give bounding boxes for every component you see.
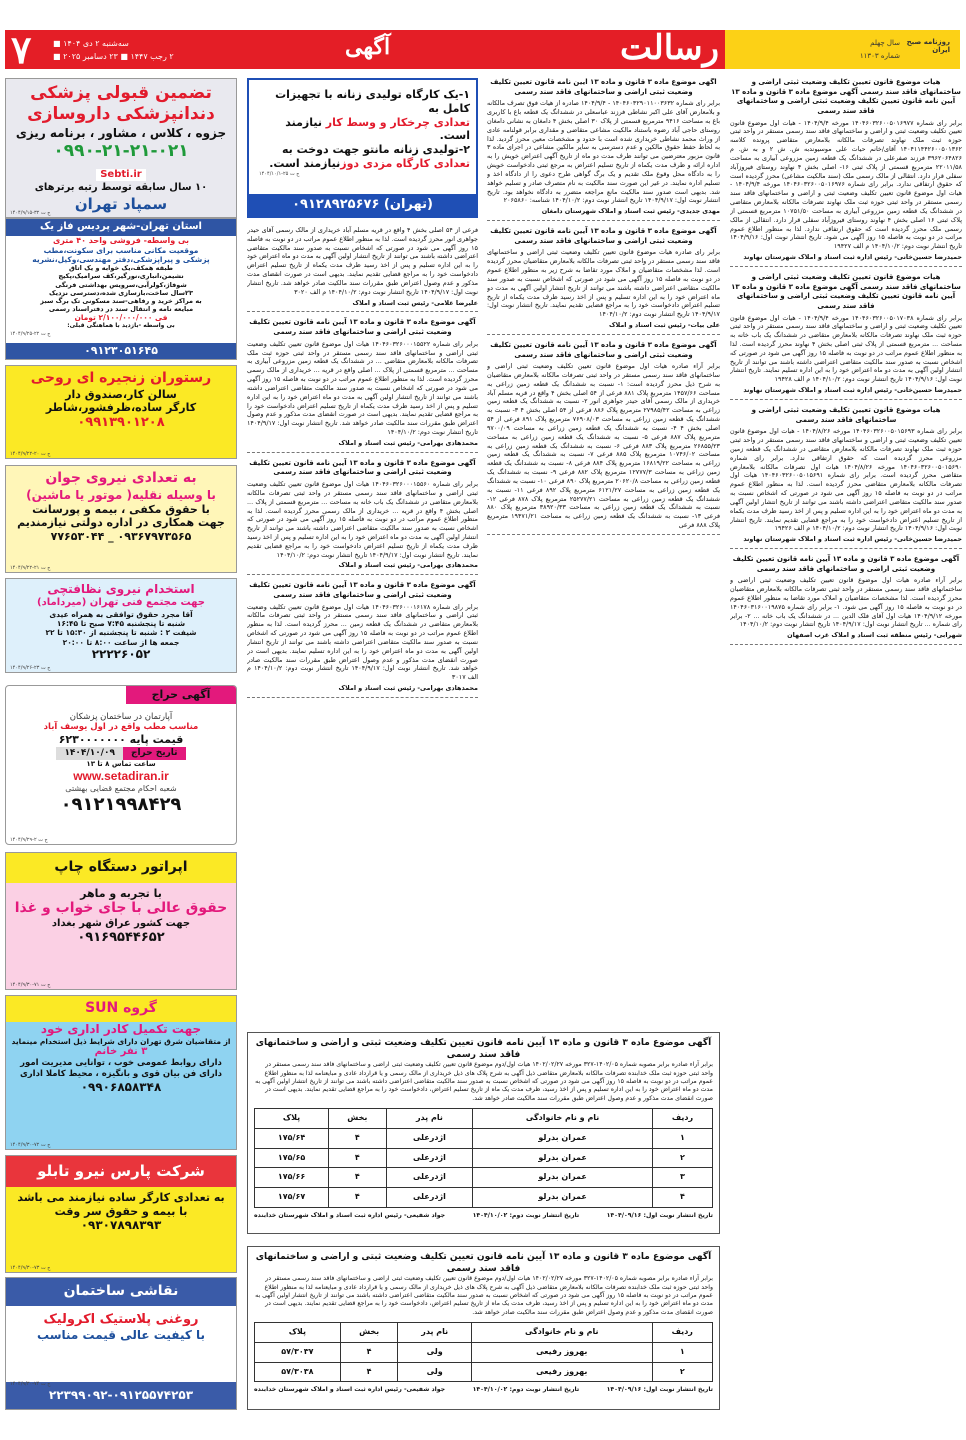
ad-text: تعدادی کارگاه مزدی دوز [340, 156, 470, 170]
ad-phone: ۰۹۳۶۷۹۷۳۵۶۵ _ ۷۷۶۵۳۰۴۴ [50, 530, 192, 543]
notice [730, 273, 962, 400]
notice-title: آگهی موضوع ماده ۳ قانون و ماده ۱۳ آیین نامه قانون تعیین تکلیف وضعیت ثبتی اراضی و ساختمانهای فاقد سند رسمی [490, 340, 717, 359]
ad-code: ج ت ۷۳-۱۴۰۴/۹/۳۰ [10, 1264, 51, 1271]
second-publish-date: تاریخ انتشار نوبت دوم: ۱۴۰۴/۱۰/۰۲ [472, 1386, 580, 1394]
ad-text: جهت مجتمع فنی تهران (میرداماد) [37, 597, 205, 608]
notice-signature: مهدی جدیدی- رئیس ثبت اسناد و املاک شهرستان دامغان [541, 207, 720, 216]
notice-footer [254, 1386, 713, 1394]
ad-phone: ۰۹۹۱۳۹۰۱۲۰۸ [77, 415, 165, 430]
table-cell: اژدرعلی [386, 1188, 473, 1208]
notice-body: برابر رای شماره ۱۴۰۴۶۰۳۲۶۰۰۵۰۱۵۶۹۳ مورخه ۱۴۰۴/۸/۲۶ - هیات اول موضوع قانون تعیین تکلیف وضعیت ثبتی و اراضی و ساختمانهای فاقد سند رسمی مستقر در واحد ثبتی حوزه ثبت ملک نهاوند تصرفات مالکانه بلامعارض متقاضی در ششدانگ یک قطعه زمین مزروعی محرز گردیده است که حقوق ارتفاقی ندارد. برابر رای شماره ۱۴۰۴۶۰۳۲۶۰۰۵۰۱۵۶۹۰ مورخه ۱۴۰۴/۸/۲۶ هیات اول تصرفات مالکانه بلامعارض متقاضی محرز گردیده است. برابر رای شماره ۱۴۰۴۶۰۳۲۶۰۰۵۰۱۵۶۹۱ هیات اول تصرفات مالکانه بلامعارض متقاضی محرز گردیده است. لذا به منظور اطلاع عموم مراتب در دو نوبت به فاصله ۱۵ روز آگهی می شود در صورتی که اشخاص نسبت به صدور سند مالکیت متقاضی اعتراضی داشته باشند می توانند از تاریخ انتشار اولین آگهی به مدت دو ماه اعتراض خود را به این اداره تسلیم و پس از اخذ رسید ظرف مدت یکماه از تاریخ تسلیم اعتراض دادخواست خود را به مراجع قضایی تقدیم نمایند. تاریخ انتشار نوبت اول: ۱۴۰۴/۹/۱۶ تاریخ انتشار نوبت دوم: ۱۴۰۴/۱۰/۲ م الف ۱۹۴۲۶ [730, 427, 962, 533]
table-cell: ۵۷/۳۰۳۸ [255, 1362, 341, 1382]
ad-headline: تضمین قبولی پزشکی [30, 83, 212, 103]
ad-sun-group [5, 995, 237, 1150]
table-cell: ۱ [652, 1128, 712, 1148]
registry-notice-table-2 [247, 1246, 720, 1410]
notice-signature: حمیدرضا حسین‌خانی- رئیس اداره ثبت اسناد و املاک شهرستان نهاوند [743, 253, 962, 262]
table-cell: ۴ [340, 1342, 398, 1362]
ad-price: فی ۲/۱۰۰/۰۰۰/۰۰۰ تومان [74, 313, 168, 322]
ad-building-painting [5, 1277, 237, 1410]
ad-text: با کیفیت عالی قیمت مناسب [36, 1327, 206, 1342]
ad-text: آپارتمان در ساختمان پزشکان [69, 711, 173, 722]
notice-body: برابر رای شماره ۱۴۰۴۶۰۳۲۶۰۰۰۱۵۵۲۲ هیات اول موضوع قانون تعیین تکلیف وضعیت ثبتی اراضی و ساختمانهای فاقد سند رسمی مستقر در واحد ثبتی حوزه ثبت ملک تصرفات مالکانه بلامعارض متقاضی ... در ششدانگ یک قطعه زمین مزروعی آبیاری به مساحت ... مترمربع قسمتی از پلاک ... اصلی واقع در قریه ... خریداری از مالک رسمی محرز گردیده است. لذا به منظور اطلاع عموم مراتب در دو نوبت به فاصله ۱۵ روز آگهی می شود در صورتی که اشخاص نسبت به صدور سند مالکیت متقاضی اعتراضی داشته باشند می توانند از تاریخ انتشار اولین آگهی به مدت دو ماه اعتراض خود را به این اداره تسلیم و پس از اخذ رسید ظرف مدت یکماه از تاریخ تسلیم اعتراض دادخواست خود را به مراجع قضایی تقدیم نمایند. بدیهی است در صورت انقضای مدت مذکور و عدم وصول اعتراض طبق مقررات سند مالکیت صادر خواهد شد. تاریخ انتشار نوبت اول: ۱۴۰۴/۹/۱۷ تاریخ انتشار نوبت دوم: ۱۴۰۴/۱۰/۲ [247, 339, 478, 437]
notice-title: آگهی موضوع ماده ۳ قانون و ماده ۱۳ آیین نامه قانون تعیین تکلیف وضعیت ثبتی و اراضی و ساختمانهای فاقد سند رسمی [255, 1038, 712, 1061]
ad-text: دارای روابط عمومی خوب ، توانایی مدیریت امور [20, 1058, 222, 1069]
table-cell: عمران بدرلو [473, 1168, 653, 1188]
ad-phone: ۰۹۱۲۸۹۲۵۶۷۶ [292, 196, 380, 212]
date-persian: سه‌شنبه ۲ دی ۱۴۰۴ ■ [53, 39, 129, 48]
table-row [255, 1128, 713, 1148]
ad-code: ج ت ۲-۱۴۰۴/۹/۲۹ [10, 836, 48, 843]
ad-text: ۲۳سال ساخت،بازسازی شده،دسترسی نزدیک [49, 288, 193, 297]
notices-column-4 [730, 78, 962, 1410]
column-header: نام و نام خانوادگی [471, 1323, 652, 1343]
auction-date-label: تاریخ حراج [123, 747, 186, 760]
ad-phone: ۲۲۲۲۶۰۵۲ [91, 647, 151, 661]
ad-text: ۱۰ سال سابقه توسط رتبه برترهای [34, 182, 208, 194]
ad-phone: ۰۹۱۲۳۰۵۱۶۴۵ [6, 343, 236, 359]
ad-text: سالن کار،صندوق دار [65, 387, 177, 401]
notice [487, 78, 720, 221]
notice-body: برابر رای صادره هیات موضوع قانون تعیین تکلیف وضعیت ثبتی اراضی و ساختمانهای فاقد سند رسمی مستقر در واحد ثبتی تصرفات مالکانه بلامعارض متقاضیان محرز گردیده است. لذا مشخصات متقاضیان و املاک مورد تقاضا به شرح زیر به منظور اطلاع عموم در دو نوبت به فاصله ۱۵ روز آگهی می شود در صورتی که اشخاص نسبت به صدور سند مالکیت متقاضی اعتراضی داشته باشند می توانند از تاریخ انتشار اولین آگهی به مدت دو ماه اعتراض خود را به این اداره تسلیم و پس از اخذ رسید ظرف مدت یکماه از تاریخ تسلیم اعتراض دادخواست خود را به مراجع قضایی تقدیم نمایند. تاریخ انتشار نوبت اول: ۱۴۰۴/۹/۱۷ تاریخ انتشار نوبت دوم: ۱۴۰۴/۱۰/۲ [487, 248, 720, 319]
ad-text: جهت همکاری در اداره دولتی نیازمندیم [17, 516, 225, 530]
ad-text: شنبه تا پنجشنبه ۷:۴۵ صبح تا ۱۶:۴۵ [56, 618, 186, 628]
table-cell: ۳ [652, 1168, 712, 1188]
ad-code: ج ت ۲۵-۱۴۰۴/۱۰/۱ [259, 170, 300, 177]
volume-year: سال چهلم [870, 39, 900, 47]
ad-text: با بیمه و حقوق سر وقت [54, 1204, 188, 1218]
ad-apartment-sale [5, 218, 237, 360]
ad-code: ج ت ۷۴-۱۴۰۴/۹/۳۰ [10, 1380, 51, 1387]
notice-signature: محمدهادی بهرامی- رئیس ثبت اسناد و املاک [338, 438, 478, 447]
column-header: بخش [340, 1323, 398, 1343]
column-header: نام پدر [386, 1109, 473, 1129]
table-cell: ولی [398, 1342, 471, 1362]
ad-code: ج ت ۲۰-۱۴۰۴/۹/۲۲ [10, 450, 51, 457]
notice [247, 318, 478, 452]
table-cell: بهروز رفیعی [471, 1362, 652, 1382]
notice-signature: حمیدرضا حسین‌خانی- رئیس اداره ثبت اسناد و املاک شهرستان نهاوند [743, 535, 962, 544]
table-cell: اژدرعلی [386, 1128, 473, 1148]
ad-text: ۳ نفر خانم [94, 1045, 148, 1057]
ad-text: ۲-تولیدی زنانه مانتو جهت دوخت به [281, 143, 470, 156]
table-cell: ۱ [652, 1342, 712, 1362]
page-number: ۷ [11, 30, 32, 69]
ad-text: جزوه ، کلاس ، مشاور ، برنامه ریزی [15, 125, 227, 140]
ad-text: جهت تکمیل کادر اداری خود [40, 1021, 202, 1036]
ad-text: سمپاد تهران [74, 194, 168, 213]
notice-signature: محمدهادی بهرامی- رئیس ثبت اسناد و املاک [338, 684, 478, 693]
notice [730, 555, 962, 645]
table-cell: بهروز رفیعی [471, 1342, 652, 1362]
table-cell: ۱۷۵/۶۶ [255, 1168, 329, 1188]
table-cell: ۴ [329, 1188, 386, 1208]
notice-body: فرعی از ۵۴ اصلی بخش ۴ واقع در قریه مسلم آباد خریداری از مالک رسمی آقای حیدر جواهری انور محرز گردیده است. لذا به منظور اطلاع عموم مراتب در دو نوبت به فاصله ۱۵ روز آگهی می شود در صورتی که اشخاص نسبت به صدور سند مالکیت متقاضی اعتراضی داشته باشند می توانند از تاریخ انتشار اولین آگهی به مدت دو ماه اعتراض خود را به این اداره تسلیم و پس از اخذ رسید ظرف مدت یکماه از تاریخ تسلیم اعتراض دادخواست خود را به مراجع قضایی تقدیم نمایند. بدیهی است در صورت انقضای مدت مذکور و عدم وصول اعتراض طبق مقررات سند مالکیت صادر خواهد شد. تاریخ انتشار نوبت اول: ۱۴۰۴/۹/۱۷ تاریخ انتشار نوبت دوم: ۱۴۰۴/۱۰/۲ م الف ۳۰۲۰ [247, 226, 478, 296]
ad-text: نیازمند است. [285, 115, 470, 143]
table-header-row [255, 1109, 713, 1129]
notice-title: آگهی موضوع ماده ۳ قانون و ماده ۱۳ آیین نامه قانون تعیین تکلیف وضعیت ثبتی اراضی و ساختمانهای فاقد سند رسمی [249, 318, 476, 337]
ad-phone: ۰۹۱۶۹۵۴۴۶۵۲ [77, 930, 165, 946]
notice-title: آگهی موضوع ماده ۳ قانون و ماده ۱۳ آیین نامه قانون تعیین تکلیف وضعیت ثبتی و اراضی و ساختمانهای فاقد سند رسمی [255, 1252, 712, 1275]
notice-body: برابر آراء صادره برابر مصوبه شماره ۱۴۰۲/۰۵-۳۲۷ مورخه ۱۴۰۲/۰۲/۲۷ هیات اول/دوم موضوع قانون تعیین تکلیف وضعیت ثبتی اراضی و ساختمانهای فاقد سند رسمی مستقر در واحد ثبتی حوزه ثبت ملک خدابنده تصرفات مالکانه بلامعارض متقاضی ذیل آگهی به شرح پلاک های ذیل خریداری از مالک رسمی و یا قرارداد عادی و مبایعنامه لذا به منظور اطلاع عموم مراتب در دو نوبت به فاصله ۱۵ روز آگهی می شود در صورتی که اشخاص نسبت به صدور سند مالکیت متقاضی اعتراضی داشته باشند می توانند از تاریخ انتشار اولین آگهی به مدت دو ماه اعتراض خود را به این اداره تسلیم و پس از اخذ رسید، ظرف مدت یک ماه از تاریخ تسلیم اعتراض، دادخواست خود را به مراجع قضایی تقدیم نمایند. بدیهی است در صورت انقضای مدت مذکور و عدم وصول اعتراض طبق مقررات سند مالکیت صادر خواهد شد. [255, 1275, 713, 1316]
column-header: بخش [329, 1109, 386, 1129]
ad-restaurant-hiring [5, 365, 237, 459]
ad-text: روغنی پلاستیک اکرولیک [43, 1311, 199, 1327]
ad-headline: استان تهران-شهر پردیس فاز یک [6, 219, 236, 236]
table-cell: ۴ [340, 1362, 398, 1382]
notice-title: آگهی موضوع ماده ۳ قانون و ماده ۱۳ آیین نامه قانون تعیین تکلیف وضعیت ثبتی اراضی و ساختمانهای فاقد سند رسمی [490, 227, 717, 245]
notice-title: آگهی موضوع ماده ۳ قانون و ماده ۱۳ آیین نامه قانون تعیین تکلیف وضعیت ثبتی اراضی و ساختمانهای فاقد سند رسمی [490, 78, 717, 96]
ad-phone: ۰۹۹۰۶۸۵۸۳۴۸ [80, 1079, 162, 1094]
ad-headline: نقاشی ساختمان [6, 1278, 236, 1306]
ad-text: با وسیله نقلیه( موتور یا ماشین) [26, 487, 216, 502]
ad-code: ج ت ۳۲-۱۴۰۴/۹/۱۵ [10, 209, 51, 216]
issue-number: شماره ۱۱۳۰۳ [859, 52, 900, 60]
ad-city: (تهران) [383, 196, 433, 212]
notice-body: برابر آراء صادره هیات اول موضوع قانون تعیین تکلیف وضعیت ثبتی اراضی و ساختمانهای فاقد سند رسمی مستقر در واحد ثبتی تصرفات مالکانه بلامعارض متقاضیان محرز گردیده است. لذا مشخصات متقاضیان و املاک مورد تقاضا به منظور اطلاع عموم در دو نوبت به فاصله ۱۵ روز آگهی می شود. ۱- برابر رای شماره ۱۴۰۴۶۰۳۱۶۰۰۱۹۸۷۵ مورخه ۱۴۰۴/۹/۱۲ هیات اول آقای فلک الدین ... در ششدانگ یک باب خانه ... ۲- برابر رای شماره ... تاریخ انتشار نوبت اول: ۱۴۰۴/۹/۱۷ تاریخ انتشار نوبت دوم: ۱۴۰۴/۱۰/۲ [730, 576, 962, 629]
ad-text: از متقاضیان شرق تهران دارای شرایط ذیل استخدام مینماید [11, 1036, 231, 1046]
ad-garment-workshop [247, 78, 478, 218]
ad-auction [5, 685, 237, 845]
ad-price: قیمت پایه ۶۲۳۰۰۰۰۰۰۰ [58, 733, 184, 746]
table-row [255, 1362, 713, 1382]
ad-text: شیفت ۲ : شنبه تا پنجشنبه از ۱۵:۳۰ تا ۲۲ [45, 628, 197, 638]
ad-text: جهت کشور عراق شهر بغداد [51, 917, 191, 929]
table-row [255, 1148, 713, 1168]
table-cell: ۱۷۵/۶۴ [255, 1128, 329, 1148]
ad-headline: استخدام نیروی نظافتچی [47, 582, 195, 596]
ad-code: ج ت ۷۲-۱۴۰۴/۹/۳۰ [10, 1141, 51, 1148]
notice [730, 406, 962, 549]
ad-headline: آگهی حراج [126, 686, 236, 704]
notice-body: برابر آراء صادره برابر مصوبه شماره ۱۴۰۲/۰۵-۳۲۷ مورخه ۱۴۰۲/۰۲/۲۷ هیات اول/دوم موضوع قانون تعیین تکلیف وضعیت ثبتی اراضی و ساختمانهای فاقد سند رسمی مستقر در واحد ثبتی حوزه ثبت ملک خدابنده تصرفات مالکانه بلامعارض متقاضی ذیل آگهی به شرح پلاک های ذیل خریداری از مالک رسمی و یا قرارداد عادی و مبایعنامه لذا به منظور اطلاع عموم مراتب در دو نوبت به فاصله ۱۵ روز آگهی می شود در صورتی که اشخاص نسبت به صدور سند مالکیت متقاضی اعتراضی داشته باشند می توانند از تاریخ انتشار اولین آگهی به مدت دو ماه اعتراض خود را به این اداره تسلیم و پس از اخذ رسید، ظرف مدت یک ماه از تاریخ تسلیم اعتراض، دادخواست خود را به مراجع قضایی تقدیم نمایند. بدیهی است در صورت انقضای مدت مذکور و عدم وصول اعتراض طبق مقررات سند مالکیت صادر خواهد شد. [255, 1061, 713, 1102]
ad-text: تعدادی چرخکار و وسط کار [325, 115, 470, 129]
notice-body: برابر رای شماره ۱۴۰۴۶۰۳۲۶۰۰۵۰۱۶۹۷۷ مورخه ۱۴۰۴/۹/۴ - هیات اول موضوع قانون تعیین تکلیف وضعیت ثبتی و اراضی و ساختمانهای فاقد سند رسمی مستقر در واحد ثبتی حوزه ثبت ملک نهاوند تصرفات مالکانه بلامعارض متقاضی پرونده کلاسه ۱۴۰۴۱۱۴۴۲۶۰۰۵۰۱۳۶۲ آقای/خانم حیات علی موسیوندبه ش. ش ۲ و به ش. م ۳۹۶۲۰۶۴۸۲۶ فرزند صفرعلی در ششدانگ یک قطعه زمین مزروعی آبیاری به مساحت ۲۲۰۱۱/۵۸ مترمربع قسمتی از پلاک ثبتی ۱۶- اصلی بخش ۴ نهاوند روستای فیروزآباد سفلی قرار دارد. انتقالی از مالک رسمی ملک (سند مالکیت مشاعی) محرز گردیده است که حقوق ارتفاقی ندارد. برابر رای شماره ۱۴۰۴۶۰۳۲۶۰۰۵۰۱۶۹۷۶ مورخه ۱۴۰۴/۹/۴ - هیات اول موضوع قانون تعیین تکلیف وضعیت ثبتی و اراضی و ساختمانهای فاقد سند رسمی مستقر در واحد ثبتی حوزه ثبت ملک نهاوند تصرفات مالکانه بلامعارض متقاضی در ششدانگ یک قطعه زمین مزروعی آبیاری به مساحت ۱۰۷۵۱/۵۰ مترمربع قسمتی از پلاک ثبتی ۱۶ اصلی بخش ۴ نهاوند روستای فیروزآباد سفلی قرار دارد. انتقالی از مالک رسمی ملک محرز گردیده است که حقوق ارتفاقی ندارد. لذا به منظور اطلاع عموم مراتب در دو نوبت به فاصله ۱۵ روز آگهی می شود. تاریخ انتشار نوبت اول: ۱۴۰۴/۹/۱۶ تاریخ انتشار نوبت دوم: ۱۴۰۴/۱۰/۲ م الف ۱۹۴۲۷ [730, 118, 962, 251]
ad-text: ساعت تماس ۸ تا ۱۳ [86, 760, 156, 768]
notice-title: آگهی موضوع ماده ۳ قانون و ماده ۱۳ آیین نامه قانون تعیین تکلیف وضعیت ثبتی اراضی و ساختمانهای فاقد سند رسمی [249, 581, 476, 599]
ad-text: جمعه ها از ساعت ۸:۰۰ تا ۲۰:۰۰ [62, 637, 180, 647]
notice-signature: شهرابی- رئیس منطقه ثبت اسناد و املاک غرب اصفهان [787, 631, 962, 640]
table-cell: ۲ [652, 1148, 712, 1168]
ad-headline: شرکت پارس نیرو تابلو [6, 1156, 236, 1187]
second-publish-date: تاریخ انتشار نوبت دوم: ۱۴۰۴/۱۰/۰۲ [472, 1212, 580, 1220]
ad-text: کارگر ساده،ظرفشور،شاطر [45, 401, 197, 415]
ad-text: به تعدادی کارگر ساده نیازمند می باشد [17, 1190, 225, 1204]
notice-title: آگهی موضوع ماده ۳ قانون و ماده ۱۳ آیین نامه قانون تعیین تکلیف وضعیت ثبتی اراضی و ساختمانهای فاقد سند رسمی [249, 458, 476, 477]
table-cell: عمران بدرلو [473, 1188, 653, 1208]
notice [730, 78, 962, 267]
notice-body: برابر رای شماره ۱۴۰۴۶۰۳۲۹۰۱۱۰۰۳۶۳۲ - ۱۴۰۴/۹/۴ صادره از هیات فوق تصرف مالکانه و بلامعارض آقای علی اکبر نشاطی فرزند عباسعلی در ششدانگ یک قطعه باغ با کاربری باغ به مساحت ۹۴۱۶ مترمربع قسمتی از پلاک ۳۰ اصلی بخش ۴ دامغان به نشانی دامغان روستای حاجی آباد رضوه باستناد مالکیت مشاعی متقاضی و مقداری برابر قولنامه عادی از وراث محمد نشاطی خریداری شده است با حدود و مشخصات معین محرز گردید. لذا به لحاظ حفظ حقوق مالکین و عدم دسترسی به سایر مالکین مشاعی در اجرای ماده ۳ قانون مزبور معترضین می توانند ظرف مدت دو ماه از تاریخ آگهی اعتراض خویش را به اداره ارائه و ظرف مدت یکماه از تاریخ تسلیم اعتراض به مرجع ثبتی دادخواست خویش را به دادگاه محل وقوع ملک تقدیم و یک برگ گواهی طرح دعوی را از دادگاه اخذ و تسلیم اداره نمایند. در غیر این صورت سند مالکیت به نام متصرف صادر و تسلیم خواهد شد. بدیهی است صدور سند مالکیت مانع مراجعه متضرر به دادگاه نخواهد بود. تاریخ انتشار نوبت اول: ۱۴۰۴/۹/۱۷ تاریخ انتشار نوبت دوم: ۱۴۰۴/۱۰/۲ شناسه: ۲۰۶۵۸۶۰ [487, 99, 720, 205]
ad-code: ج ت ۲۲-۱۴۰۴/۹/۲۵ [10, 330, 51, 337]
registry-notice-table-1 [247, 1032, 720, 1234]
notice-signature: علی بیات- رئیس ثبت اسناد و املاک [608, 321, 720, 330]
ad-text: بی واسطه -بازدید با هماهنگی قبلی: [67, 322, 175, 330]
ad-pars-niroo [5, 1155, 237, 1273]
ad-headline: دندانپزشکی داروسازی [27, 104, 215, 125]
ad-text: حقوق عالی با جای خواب و غذا [14, 900, 228, 917]
auction-date: ۱۴۰۴/۱۰/۰۹ [56, 747, 123, 760]
table-row [255, 1188, 713, 1208]
first-publish-date: تاریخ انتشار نوبت اول: ۱۴۰۴/۰۹/۱۶ [606, 1212, 713, 1220]
table-cell: ۴ [329, 1148, 386, 1168]
notice-title: آگهی موضوع ماده ۳ قانون و ماده ۱۳ آیین نامه قانون تعیین تکلیف وضعیت ثبتی اراضی و ساختمانهای فاقد سند رسمی [732, 555, 960, 573]
notice-signature: جواد شفیعی- رئیس اداره ثبت اسناد و املاک شهرستان خدابنده [254, 1386, 446, 1394]
column-header: ردیف [652, 1323, 712, 1343]
ad-phone: ۰۹۳۰۷۸۹۸۳۹۳ [80, 1218, 162, 1233]
ad-phone: ۰۹۹۰-۲۱-۲۱-۰۲۱ [53, 140, 189, 161]
section-title: آگهی [345, 34, 391, 60]
table-row [255, 1342, 713, 1362]
column-header: نام و نام خانوادگی [473, 1109, 653, 1129]
ad-text: با حقوق مکفی ، بیمه و پورسانت [32, 502, 210, 516]
table-cell: ۵۷/۳۰۳۷ [255, 1342, 341, 1362]
date-hijri-gregorian: ۲ رجب ۱۴۴۷ ■ ۲۳ دسامبر ۲۰۲۵ ■ [53, 52, 174, 61]
newspaper-logo: رسالت [620, 30, 720, 68]
ad-text: دارای فن بیان قوی و بانگیزه ، محیط کاملا اداری [19, 1069, 222, 1079]
table-cell: اژدرعلی [386, 1168, 473, 1188]
table-header-row [255, 1323, 713, 1343]
ad-headline: به تعدادی نیروی جوان [45, 470, 197, 486]
ad-printing-operator [5, 852, 237, 990]
ad-text: به مراکز خرید و رفاهی-سند مسکونی تک برگ سبز [40, 296, 202, 305]
table-row [255, 1168, 713, 1188]
notice-body: برابر رای شماره ۱۴۰۴۶۰۳۲۶۰۰۰۱۶۱۷۸ هیات اول موضوع قانون تعیین تکلیف وضعیت ثبتی اراضی و ساختمانهای فاقد سند رسمی مستقر در واحد ثبتی تصرفات مالکانه بلامعارض متقاضی در ششدانگ یک قطعه زمین ... محرز گردیده است. لذا به منظور اطلاع عموم مراتب در دو نوبت به فاصله ۱۵ روز آگهی می شود در صورتی که اشخاص نسبت به صدور سند مالکیت متقاضی اعتراضی داشته باشند می توانند از تاریخ انتشار اولین آگهی به مدت دو ماه اعتراض خود را به این اداره تسلیم نمایند. بدیهی است در صورت انقضای مدت مذکور و عدم وصول اعتراض طبق مقررات سند مالکیت صادر خواهد شد. تاریخ انتشار نوبت اول: ۱۴۰۴/۹/۱۷ تاریخ انتشار نوبت دوم: ۱۴۰۴/۱۰/۲ م الف ۳۰۱۷ [247, 602, 478, 682]
ad-text: شعبه احکام مجتمع قضایی بهشتی [65, 783, 177, 793]
notice-title: هیات موضوع قانون تعیین تکلیف وضعیت ثبتی اراضی و ساختمانهای فاقد سند رسمی [751, 405, 941, 424]
notice-title: هیات موضوع قانون تعیین تکلیف وضعیت ثبتی اراضی و ساختمانهای فاقد سند رسمی آگهی موضوع ماده ۳ قانون و ماده ۱۳ آیین نامه قانون تعیین تکلیف وضعیت ثبتی اراضی و ساختمانهای فاقد سند رسمی [731, 272, 961, 310]
table-cell: ولی [398, 1362, 471, 1382]
ad-medical-tutoring [5, 78, 237, 218]
notice-title: هیات موضوع قانون تعیین تکلیف وضعیت ثبتی اراضی و ساختمانهای فاقد سند رسمی آگهی موضوع ماده ۳ قانون و ماده ۱۳ آیین نامه قانون تعیین تکلیف وضعیت ثبتی اراضی و ساختمانهای فاقد سند رسمی [731, 78, 961, 115]
ad-text: نشیمن،انباری،نورگیر،کف سرامیک،پکیج [58, 272, 184, 281]
table-cell: ۱۷۵/۶۷ [255, 1188, 329, 1208]
ad-website[interactable]: www.setadiran.ir [73, 768, 169, 783]
notice [247, 226, 478, 312]
ad-text: طبقه همکف،یک خوابه و یک اتاق [68, 264, 174, 273]
ad-code: ج ت ۲۳-۱۴۰۴/۹/۲۶ [10, 664, 51, 671]
notice-body: برابر رای شماره ۱۴۰۴۶۰۳۲۶۰۰۰۱۵۵۶۰ هیات اول موضوع قانون تعیین تکلیف وضعیت ثبتی اراضی و ساختمانهای فاقد سند رسمی مستقر در واحد ثبتی تصرفات مالکانه بلامعارض متقاضی در ششدانگ یک باب خانه به مساحت ... مترمربع قسمتی از پلاک ... اصلی بخش ۴ واقع در قریه ... خریداری از مالک رسمی محرز گردیده است. لذا به منظور اطلاع عموم مراتب در دو نوبت به فاصله ۱۵ روز آگهی می شود در صورتی که اشخاص نسبت به صدور سند مالکیت متقاضی اعتراضی داشته باشند می توانند از تاریخ انتشار اولین آگهی به مدت دو ماه اعتراض خود را به این اداره تسلیم و پس از اخذ رسید ظرف مدت یکماه از تاریخ تسلیم اعتراض دادخواست خود را به مراجع قضایی تقدیم نمایند. تاریخ انتشار نوبت اول: ۱۴۰۴/۹/۱۷ تاریخ انتشار نوبت دوم: ۱۴۰۴/۱۰/۲ [247, 480, 478, 559]
plot-table [254, 1322, 713, 1382]
ad-courier-hiring [5, 465, 237, 573]
column-header: پلاک [255, 1109, 329, 1129]
ad-text: بی واسطه- فروشی واحد ۴۰ متری [52, 235, 190, 245]
plot-table [254, 1108, 713, 1208]
notice-signature: علیرضا غلامی- رئیس ثبت اسناد و املاک [352, 298, 478, 307]
table-cell: عمران بدرلو [473, 1128, 653, 1148]
notice [247, 459, 478, 576]
ad-text: پزشکی و پیراپزشکی،دفتر مهندسی،وکیل،نشریه [32, 254, 210, 264]
ad-phone: ۲۲۳۹۹۰۹۲-۰۹۱۲۵۵۷۴۲۵۳ [6, 1382, 236, 1409]
ad-cleaner-hiring [5, 578, 237, 673]
ad-text: با تجربه و ماهر [80, 886, 162, 900]
ad-code: ج ت ۷۱-۱۴۰۴/۹/۳۰ [10, 981, 51, 988]
notice-signature: محمدهادی بهرامی- رئیس ثبت اسناد و املاک [338, 561, 478, 570]
notice-signature: حمیدرضا حسین‌خانی- رئیس اداره ثبت اسناد و املاک شهرستان نهاوند [743, 386, 962, 395]
table-cell: عمران بدرلو [473, 1148, 653, 1168]
ad-headline: رستوران زنجیره ای روحی [30, 370, 212, 386]
ad-text: آقا مجرد حقوق توافقی به همراه عیدی [49, 609, 193, 619]
notice [487, 341, 720, 535]
table-cell: ۴ [329, 1168, 386, 1188]
ad-headline: اپراتور دستگاه چاپ [6, 853, 236, 883]
ad-text: ۱-یک کارگاه تولیدی زنانه با تجهیزات کامل به [275, 88, 470, 115]
table-cell: ۴ [652, 1188, 712, 1208]
ad-text: شوفاژ،کولرآبی،سرویس بهداشتی فرنگی [55, 280, 187, 289]
ad-text: نیازمند است. [269, 156, 341, 170]
notice [487, 227, 720, 335]
masthead [5, 30, 960, 69]
table-cell: ۱۷۵/۶۵ [255, 1148, 329, 1168]
ad-headline: گروه SUN [6, 996, 236, 1022]
notice [247, 581, 478, 698]
ad-text: مناسب مطب واقع در اول یوسف آباد [43, 722, 199, 733]
column-header: ردیف [652, 1109, 712, 1129]
ad-website[interactable]: Sebti.ir [96, 169, 146, 182]
paper-type: روزنامه صبح ایران [906, 38, 950, 54]
column-header: پلاک [255, 1323, 341, 1343]
notice-footer [254, 1212, 713, 1220]
first-publish-date: تاریخ انتشار نوبت اول: ۱۴۰۴/۰۹/۱۶ [606, 1386, 713, 1394]
ad-phone: ۰۹۱۲۱۹۹۸۴۲۹ [60, 793, 182, 815]
notices-column-3 [487, 78, 720, 1026]
ad-text: موقعیت مکانی مناسب برای سکونت،مطب [43, 245, 199, 255]
column-header: نام پدر [398, 1323, 471, 1343]
notice-body: برابر آراء صادره هیات اول موضوع قانون تعیین تکلیف وضعیت ثبتی اراضی و ساختمانهای فاقد سند رسمی مستقر در واحد ثبتی تصرفات مالکانه بلامعارض متقاضیان به شرح ذیل محرز گردیده است: ۱- نسبت به ششدانگ یک قطعه زمین زراعی به مساحت ۱۴۵۷/۶۶ مترمربع پلاک ۸۸۱ فرعی از ۵۴ اصلی بخش ۴ واقع در قریه مسلم آباد خریداری از مالک رسمی آقای حیدر جواهری انور ۲- نسبت به ششدانگ یک قطعه زمین زراعی به مساحت ۲۷۹۸۵/۴۲ مترمربع پلاک ۸۸۶ فرعی از ۵۴ اصلی بخش ۴ ۳- نسبت به ششدانگ یک قطعه زمین زراعی به مساحت ۷۶۹۰۸/۰۳ مترمربع پلاک ۸۹۱ فرعی از ۵۴ اصلی بخش ۴ ۴- نسبت به ششدانگ یک قطعه زمین زراعی به مساحت ۹۷۰۰/۰۹ مترمربع پلاک ۸۸۷ فرعی ۵- نسبت به ششدانگ یک قطعه زمین زراعی به مساحت ۲۶۸۵۵/۲۳ مترمربع پلاک ۸۸۳ فرعی ۶- نسبت به ششدانگ یک قطعه زمین زراعی به مساحت ۱۰۷۴۶/۰۲ مترمربع پلاک ۸۸۵ فرعی ۷- نسبت به ششدانگ یک قطعه زمین زراعی به مساحت ۱۶۸۱۹/۲۲ مترمربع پلاک ۸۸۴ فرعی ۸- نسبت به ششدانگ یک قطعه زمین زراعی به مساحت ۱۲۷۷۷/۳ مترمربع پلاک ۸۸۲ فرعی ۹- نسبت به ششدانگ یک قطعه زمین زراعی به مساحت ۲۰۶۲۰/۸ مترمربع پلاک ۸۹۰ فرعی ۱۰- نسبت به ششدانگ یک قطعه زمین زراعی به مساحت ۶۱۲۱/۲۷ مترمربع پلاک ۸۹۲ فرعی ۱۱- نسبت به ششدانگ یک قطعه زمین زراعی به مساحت ۲۵۲۷۷/۲۱ مترمربع پلاک ۸۷۸ فرعی ۱۲- نسبت به ششدانگ یک قطعه زمین زراعی به مساحت ۳۸۹۲۰/۳۳ مترمربع پلاک ۸۸۰ فرعی ۱۳- نسبت به ششدانگ یک قطعه زمین زراعی به مساحت ۱۹۴۷۱/۲۱ مترمربع پلاک ۸۸۸ فرعی [487, 362, 720, 530]
notice-body: برابر رای شماره ۱۴۰۴۶۰۳۲۶۰۰۵۰۱۷۰۳۸ مورخه ۱۴۰۴/۹/۴ - هیات اول موضوع قانون تعیین تکلیف وضعیت ثبتی و اراضی و ساختمانهای فاقد سند رسمی مستقر در واحد ثبتی حوزه ثبت ملک نهاوند تصرفات مالکانه بلامعارض متقاضی در ششدانگ یک باب خانه به مساحت ... مترمربع قسمتی از پلاک ثبتی اصلی بخش ۴ نهاوند محرز گردیده است. لذا به منظور اطلاع عموم مراتب در دو نوبت به فاصله ۱۵ روز آگهی می شود در صورتی که اشخاص نسبت به صدور سند مالکیت متقاضی اعتراضی داشته باشند می توانند از تاریخ انتشار اولین آگهی به مدت دو ماه اعتراض خود را به این اداره تسلیم نمایند. تاریخ انتشار نوبت اول: ۱۴۰۴/۹/۱۶ تاریخ انتشار نوبت دوم: ۱۴۰۴/۱۰/۲ م الف ۱۹۴۲۸ [730, 313, 962, 384]
ad-text: مبایعه نامه و انتقال سند در دفتراسناد رسمی [48, 304, 194, 313]
table-cell: اژدرعلی [386, 1148, 473, 1168]
notice-signature: جواد شفیعی- رئیس اداره ثبت اسناد و املاک شهرستان خدابنده [254, 1212, 446, 1220]
notices-column-2 [247, 226, 478, 1026]
table-cell: ۲ [652, 1362, 712, 1382]
ad-code: ج ت ۲۱-۱۴۰۴/۹/۲۲ [10, 564, 51, 571]
table-cell: ۴ [329, 1128, 386, 1148]
